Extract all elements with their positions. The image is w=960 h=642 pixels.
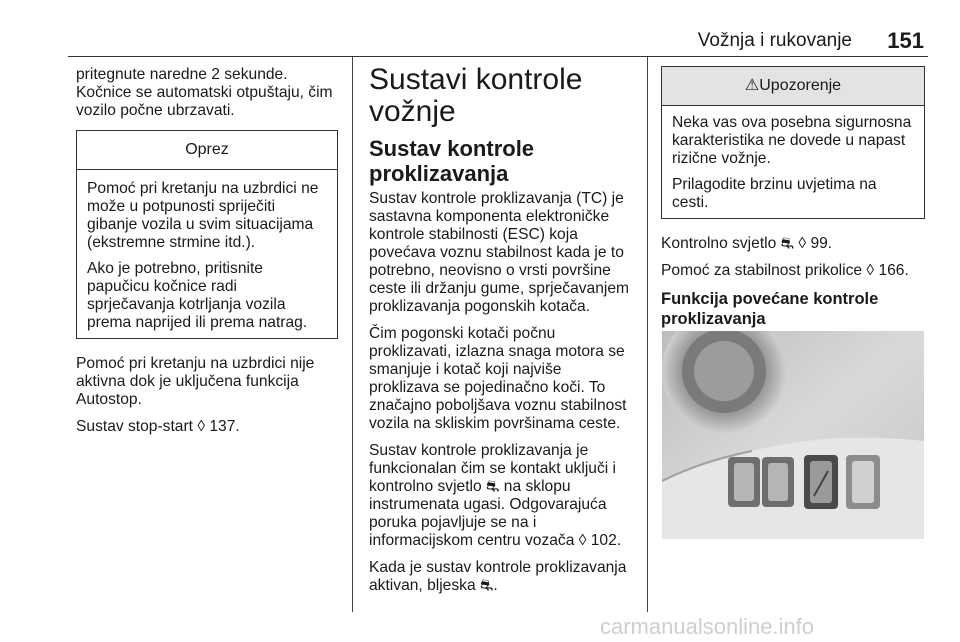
paragraph: Sustav kontrole proklizavanja (TC) je sastavna komponenta elektroničke kontrole stabilnosti (ESC) koja povećava voznu stabilnost kada je to potrebno, neovisno o vrsti površine ceste ili držanju gume, sprječavanjem proklizavanja pogonskih kotača. xyxy=(369,190,630,315)
paragraph: Kočnice se automatski otpuštaju, čim vozilo počne ubrzavati. xyxy=(76,84,333,119)
caution-box xyxy=(76,130,338,339)
paragraph: pritegnute naredne 2 sekunde. xyxy=(76,66,288,83)
subheading: Funkcija povećane kontrole proklizavanja xyxy=(661,290,879,328)
dashboard-switch-photo xyxy=(662,331,924,539)
caution-text: Pomoć pri kretanju na uzbrdici ne može u potpunosti spriječiti gibanje vozila u svim situacijama (ekstremne strmine itd.). xyxy=(87,180,319,251)
paragraph: Čim pogonski kotači počnu proklizavati, izlazna snaga motora se smanjuje i kotač koji najviše proklizava se pojedinačno koči. To značajno poboljšava voznu stabilnost vozila na skliskim površinama ceste. xyxy=(369,325,627,432)
caution-title: Oprez xyxy=(77,131,337,170)
page-number: 151 xyxy=(887,28,924,53)
warning-box xyxy=(661,66,925,219)
warning-text: Prilagodite brzinu uvjetima na cesti. xyxy=(672,176,877,211)
header-rule xyxy=(68,56,928,57)
column-1 xyxy=(76,66,338,445)
column-divider-2 xyxy=(647,57,648,612)
caution-text: Ako je potrebno, pritisnite papučicu kočnice radi sprječavanja kotrljanja vozila prema naprijed ili prema natrag. xyxy=(87,260,308,331)
column-divider-1 xyxy=(352,57,353,612)
chapter-title: Vožnja i rukovanje xyxy=(697,30,852,51)
paragraph: Kada je sustav kontrole proklizavanja aktivan, bljeska ⛐. xyxy=(369,559,627,594)
paragraph: Sustav kontrole proklizavanja je funkcionalan čim se kontakt uključi i kontrolno svjetlo ⛐ na sklopu instrumenata ugasi. Odgovarajuća poruka pojavljuje se na i informacijskom centru vozača ◊ 102. xyxy=(369,442,622,549)
cross-reference: Sustav stop-start ◊ 137. xyxy=(76,418,240,435)
section-title: Sustavi kontrole vožnje xyxy=(369,63,583,128)
column-2 xyxy=(369,64,634,604)
warning-text: Neka vas ova posebna sigurnosna karakteristika ne dovede u napast rizične vožnje. xyxy=(672,114,912,167)
column-3 xyxy=(661,66,925,329)
warning-title: ⚠Upozorenje xyxy=(662,67,924,106)
cross-reference: Kontrolno svjetlo ⛐ ◊ 99. xyxy=(661,235,833,252)
paragraph: Pomoć pri kretanju na uzbrdici nije aktivna dok je uključena funkcija Autostop. xyxy=(76,355,315,408)
page-header xyxy=(0,26,960,56)
watermark: carmanualsonline.info xyxy=(600,614,815,639)
subsection-title: Sustav kontrole proklizavanja xyxy=(369,136,535,186)
cross-reference: Pomoć za stabilnost prikolice ◊ 166. xyxy=(661,262,909,279)
